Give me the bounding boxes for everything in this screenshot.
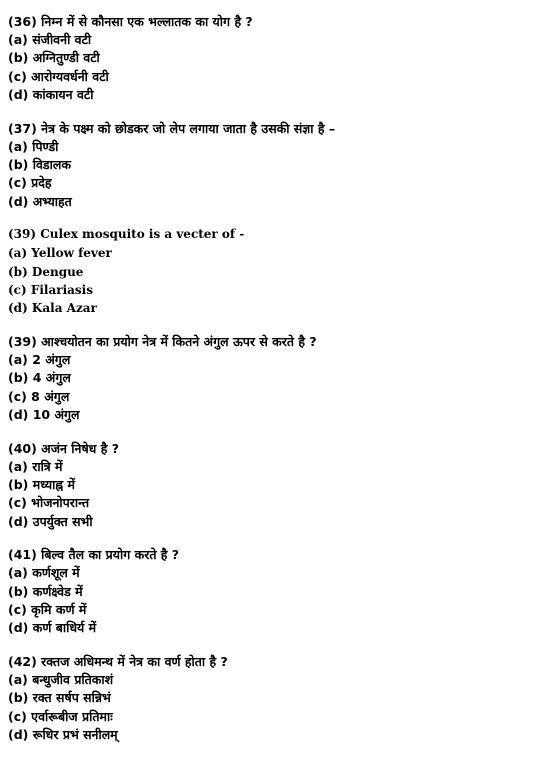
option-b: (b) विडालक	[8, 157, 71, 173]
question-36	[8, 12, 542, 105]
option-b: (b) रक्त सर्षप सन्निभं	[8, 690, 111, 706]
option-a: (a) कर्णशूल में	[8, 565, 80, 581]
option-c: (c) आरोग्यवर्धनी वटी	[8, 68, 109, 84]
question-text: (39) Culex mosquito is a vecter of -	[8, 227, 245, 242]
question-sheet	[8, 12, 542, 758]
question-39-english	[8, 225, 542, 318]
option-a: (a) बन्धुजीव प्रतिकाशं	[8, 671, 114, 687]
question-text: (40) अजंन निषेध है ?	[8, 440, 119, 456]
question-text: (37) नेत्र के पक्ष्म को छोडकर जो लेप लगाया जाता है उसकी संज्ञा है –	[8, 120, 336, 136]
option-c: (c) Filariasis	[8, 283, 93, 298]
option-a: (a) संजीवनी वटी	[8, 32, 92, 47]
option-b: (b) मध्याह्न में	[8, 476, 75, 492]
question-39-hindi	[8, 332, 542, 425]
option-d: (d) उपर्युक्त सभी	[8, 513, 93, 529]
option-d: (d) 10 अंगुल	[8, 407, 80, 423]
question-37	[8, 119, 542, 212]
option-a: (a) Yellow fever	[8, 246, 112, 261]
option-c: (c) कृमि कर्ण में	[8, 601, 87, 617]
option-b: (b) Dengue	[8, 264, 84, 279]
question-40	[8, 439, 542, 532]
question-41	[8, 545, 542, 638]
option-d: (d) अभ्याहत	[8, 193, 72, 209]
option-c: (c) भोजनोपरान्त	[8, 495, 90, 511]
option-d: (d) कांकायन वटी	[8, 87, 94, 103]
option-d: (d) रूधिर प्रभं सनीलम्	[8, 726, 118, 742]
option-d: (d) कर्ण बाधिर्य में	[8, 620, 97, 636]
option-b: (b) अग्नितुण्डी वटी	[8, 50, 100, 66]
question-text: (41) बिल्व तैल का प्रयोग करते है ?	[8, 547, 180, 563]
option-d: (d) Kala Azar	[8, 301, 97, 316]
option-c: (c) 8 अंगुल	[8, 388, 70, 404]
option-a: (a) 2 अंगुल	[8, 351, 71, 367]
option-c: (c) प्रदेह	[8, 175, 52, 191]
question-text: (36) निम्न में से कौनसा एक भल्लातक का योग है ?	[8, 14, 253, 29]
option-c: (c) एर्वारूबीज प्रतिमाः	[8, 708, 113, 724]
option-b: (b) कर्णक्ष्वेड में	[8, 583, 83, 599]
question-42	[8, 652, 542, 745]
option-b: (b) 4 अंगुल	[8, 370, 71, 386]
option-a: (a) पिण्डी	[8, 138, 59, 154]
option-a: (a) रात्रि में	[8, 458, 63, 474]
question-text: (42) रक्तज अधिमन्थ में नेत्र का वर्ण होता है ?	[8, 653, 228, 669]
question-text: (39) आश्चयोतन का प्रयोग नेत्र में कितने अंगुल ऊपर से करते है ?	[8, 333, 317, 349]
